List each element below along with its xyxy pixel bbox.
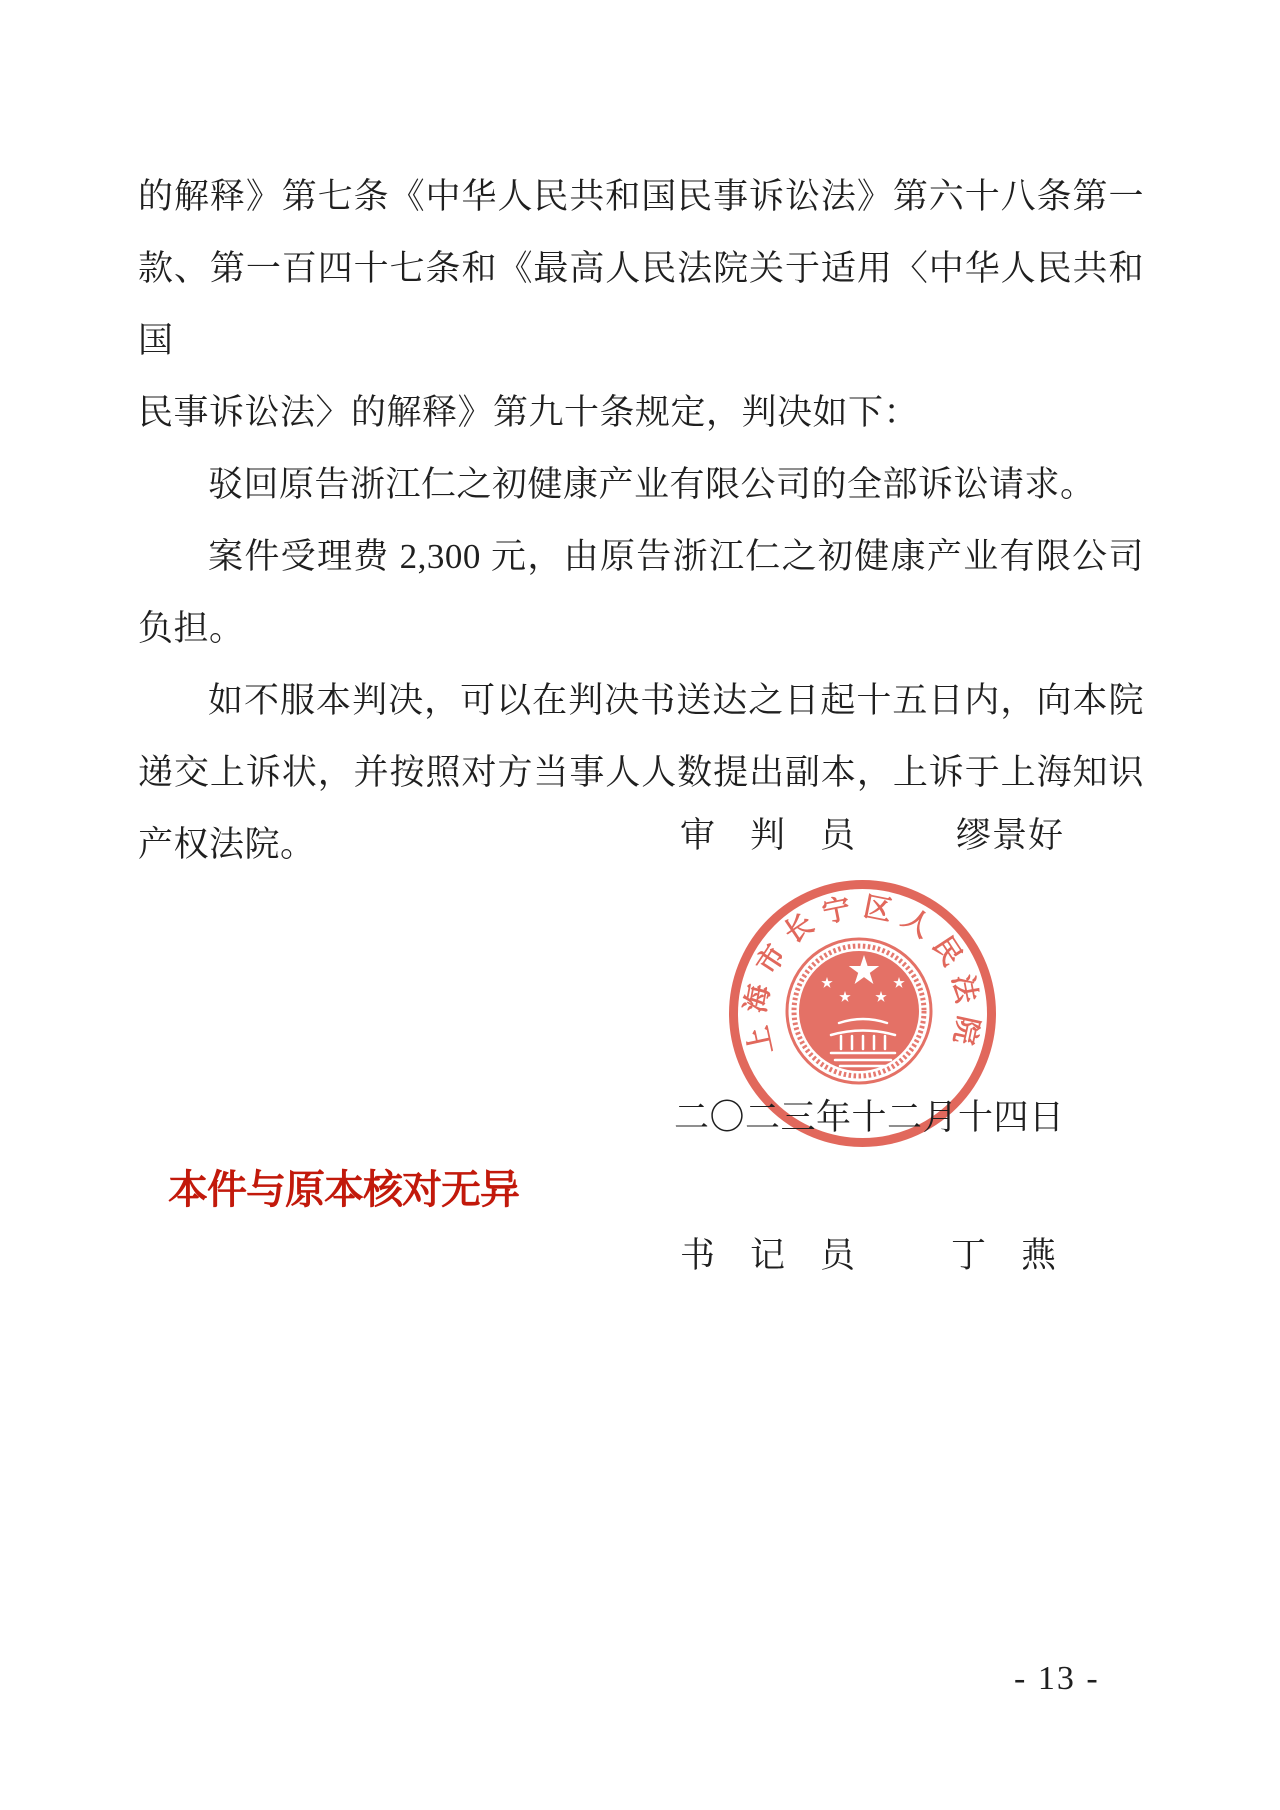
judge-title-label: 审 判 员 (680, 816, 856, 855)
judgment-date: 二〇二三年十二月十四日 (674, 1098, 1065, 1137)
national-emblem (787, 939, 931, 1083)
body-line: 产权法院。 (138, 825, 316, 864)
body-line: 民事诉讼法〉的解释》第九十条规定，判决如下： (138, 393, 920, 432)
verification-stamp-text: 本件与原本核对无异 (168, 1167, 519, 1213)
seal-circular-text: 上海市长宁区人民法院 (738, 889, 986, 1058)
body-line: 款、第一百四十七条和《最高人民法院关于适用〈中华人民共和国 (138, 249, 1144, 360)
body-line: 如不服本判决，可以在判决书送达之日起十五日内，向本院 (208, 681, 1144, 720)
judge-name: 缪景好 (956, 816, 1065, 855)
body-line: 案件受理费 2,300 元，由原告浙江仁之初健康产业有限公司 (208, 537, 1144, 576)
page-number: - 13 - (1014, 1660, 1100, 1697)
clerk-title-label: 书 记 员 (680, 1236, 856, 1275)
clerk-name: 丁 燕 (951, 1236, 1057, 1275)
body-line: 递交上诉状，并按照对方当事人人数提出副本，上诉于上海知识 (138, 753, 1144, 792)
judgment-body-text (138, 161, 1144, 881)
body-line: 的解释》第七条《中华人民共和国民事诉讼法》第六十八条第一 (138, 177, 1144, 216)
body-line: 负担。 (138, 609, 245, 648)
body-line: 驳回原告浙江仁之初健康产业有限公司的全部诉讼请求。 (208, 465, 1096, 504)
